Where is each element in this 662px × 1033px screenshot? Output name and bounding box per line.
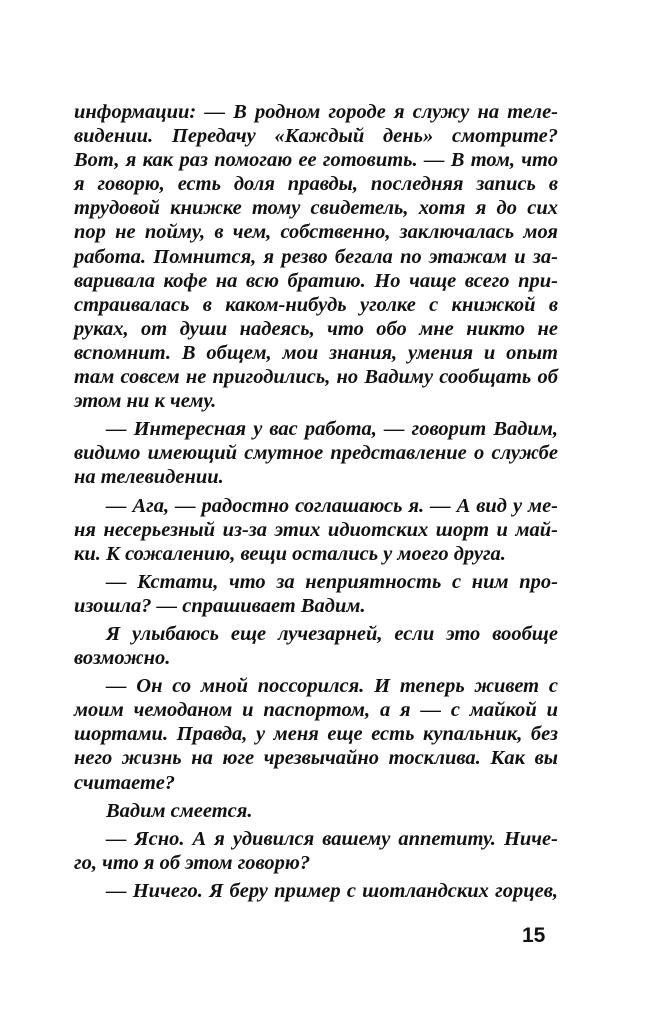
paragraph	[74, 100, 558, 413]
text-line: моим чемоданом и паспортом, а я — с майкой и	[74, 699, 558, 722]
paragraph	[74, 674, 558, 794]
text-line: Вот, я как раз помогаю ее готовить. — В том, что	[74, 149, 558, 172]
body-text	[74, 100, 558, 903]
text-line: — Ага, — радостно соглашаюсь я. — А вид у ме-	[106, 494, 558, 517]
text-line: — Интересная у вас работа, — говорит Вадим,	[106, 418, 558, 441]
page-number: 15	[522, 924, 546, 947]
paragraph	[74, 570, 558, 618]
text-line: видимо имеющий смутное представление о службе	[74, 442, 558, 465]
text-line: считаете?	[74, 771, 176, 794]
text-line: варивала кофе на всю братию. Но чаще всего при-	[74, 269, 558, 292]
paragraph	[74, 622, 558, 670]
text-line: я говорю, есть доля правды, последняя запись в	[74, 173, 558, 196]
text-line: работа. Помнится, я резво бегала по этажам и за-	[74, 245, 558, 268]
text-line: ки. К сожалению, вещи остались у моего друга.	[74, 542, 506, 565]
text-line: на телевидении.	[74, 466, 224, 489]
text-line: информации: — В родном городе я служу на теле-	[74, 101, 558, 123]
text-line: — Кстати, что за неприятность с ним про-	[106, 570, 558, 593]
text-line: возможно.	[74, 647, 171, 670]
text-line: шортами. Правда, у меня еще есть купальник, без	[74, 723, 558, 746]
text-line: пор не пойму, в чем, собственно, заключалась моя	[74, 221, 558, 244]
text-line: — Ясно. А я удивился вашему аппетиту. Ниче-	[106, 827, 558, 850]
text-line: изошла? — спрашивает Вадим.	[74, 594, 366, 617]
text-line: руках, от души надеясь, что обо мне никто не	[74, 317, 558, 340]
paragraph	[74, 799, 558, 823]
paragraph	[74, 827, 558, 875]
text-line: него жизнь на юге чрезвычайно тосклива. Как вы	[74, 747, 558, 770]
paragraph	[74, 494, 558, 566]
text-line: — Он со мной поссорился. И теперь живет с	[106, 675, 558, 698]
text-line: Вадим смеется.	[106, 799, 253, 822]
text-line: ня несерьезный из-за этих идиотских шорт и май-	[74, 518, 558, 541]
text-line: трудовой книжке тому свидетель, хотя я до сих	[74, 197, 558, 220]
paragraph	[74, 417, 558, 489]
text-line: вспомнит. В общем, мои знания, умения и опыт	[74, 341, 558, 364]
text-line: видении. Передачу «Каждый день» смотрите?	[74, 125, 558, 148]
text-line: страивалась в каком-нибудь уголке с книжкой в	[74, 293, 558, 316]
paragraph	[74, 879, 558, 903]
text-line: го, что я об этом говорю?	[74, 851, 311, 874]
text-line: Я улыбаюсь еще лучезарней, если это вообще	[106, 622, 558, 645]
text-line: этом ни к чему.	[74, 390, 217, 413]
text-line: там совсем не пригодились, но Вадиму сообщать об	[74, 366, 558, 389]
text-line: — Ничего. Я беру пример с шотландских горцев,	[106, 879, 558, 902]
